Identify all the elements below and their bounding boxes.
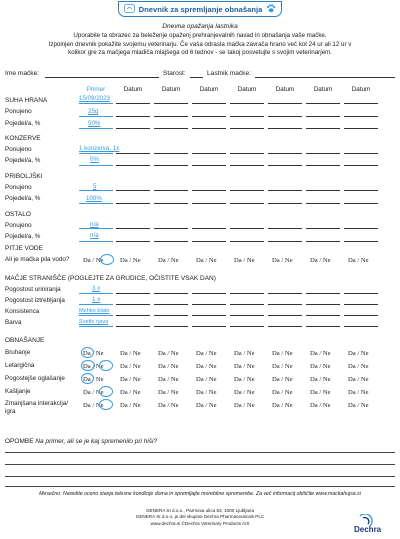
row-urination: Pogostost uriniranja — [5, 286, 61, 293]
answer-line[interactable] — [268, 203, 302, 204]
row-cans-eaten: Pojedel/a, % — [5, 157, 41, 164]
answer-line[interactable] — [306, 326, 340, 327]
answer-line[interactable] — [344, 241, 378, 242]
yes-no-option[interactable]: Da / Ne — [310, 376, 331, 383]
answer-line[interactable] — [154, 241, 188, 242]
yes-no-option[interactable]: Da / Ne — [120, 350, 141, 357]
answer-line[interactable] — [344, 103, 378, 104]
answer-line[interactable] — [268, 103, 302, 104]
owner-info-bar — [5, 70, 395, 80]
answer-line[interactable] — [306, 228, 340, 229]
yes-no-option[interactable]: Da / Ne — [83, 350, 104, 357]
answer-line[interactable] — [79, 190, 113, 191]
title-banner — [118, 1, 282, 17]
answer-line[interactable] — [306, 241, 340, 242]
monthly-note: Mesečno: Naredite oceno stanja telesne kondicije doma in spremljajte morebitne spremembe. Za več informacij obiščite www.mackahujsa.si — [39, 491, 361, 497]
section-dry-food: SUHA HRANA — [5, 97, 48, 104]
answer-line[interactable] — [306, 103, 340, 104]
answer-line[interactable] — [306, 203, 340, 204]
answer-line[interactable] — [154, 293, 188, 294]
row-lethargy: Letargična — [5, 362, 35, 369]
answer-line[interactable] — [306, 153, 340, 154]
section-drinking: PITJE VODE — [5, 245, 43, 252]
answer-line[interactable] — [192, 116, 226, 117]
row-cans-offered: Ponujeno — [5, 146, 32, 153]
yes-no-option[interactable]: Da / Ne — [158, 257, 179, 264]
answer-line[interactable] — [268, 293, 302, 294]
owner-field[interactable] — [255, 70, 395, 78]
answer-line[interactable] — [230, 103, 264, 104]
answer-line[interactable] — [344, 228, 378, 229]
answer-line[interactable] — [192, 315, 226, 316]
answer-line[interactable] — [306, 293, 340, 294]
answer-line[interactable] — [230, 128, 264, 129]
subtitle: Dnevna opažanja lastnika — [162, 23, 238, 30]
example-treats-eaten: 100% — [86, 195, 102, 202]
example-treats-offered: 5 — [93, 183, 97, 190]
answer-line[interactable] — [79, 103, 113, 104]
answer-line[interactable] — [116, 241, 150, 242]
answer-line[interactable] — [306, 116, 340, 117]
answer-line[interactable] — [192, 293, 226, 294]
row-dry-eaten: Pojedel/a, % — [5, 120, 41, 127]
notes-line-4[interactable] — [5, 486, 395, 487]
answer-line[interactable] — [154, 128, 188, 129]
answer-line[interactable] — [344, 153, 378, 154]
answer-line[interactable] — [116, 326, 150, 327]
yes-no-option[interactable]: Da / Ne — [158, 389, 179, 396]
notes-hint: Na primer, ali se je kaj spremenilo pri hiši? — [35, 438, 158, 445]
intro-text: Uporabite ta obrazec za beleženje opaženj prehranjevalnih navad in obnašanja vaše mačke. Izpolnjen dnevnik pokažite svojemu veterinarju. Če vaša odrasla mačka zavrača hrano več kot 24 ur ali 12 ur v kolikor gre za mačjega mladiča mlajšega od 6 tednov - se takoj posvetujte s svojim veterinarjem. — [48, 32, 352, 57]
yes-no-option[interactable]: Da / Ne — [310, 350, 331, 357]
answer-line[interactable] — [344, 190, 378, 191]
example-answer-circle — [99, 360, 113, 371]
company-address: GENERA SI d.o.o., Parmova ulica 53, 1000 Ljubljana GENERA SI d.o.o. je del skupine Dechra Pharmaceuticals PLC www.dechra.si ©Dechra Veterinary Products A/S — [135, 508, 265, 526]
answer-line[interactable] — [192, 326, 226, 327]
answer-line[interactable] — [230, 293, 264, 294]
notes-line-2[interactable] — [5, 464, 395, 465]
yes-no-option[interactable]: Da / Ne — [83, 376, 104, 383]
yes-no-option[interactable]: Da / Ne — [158, 350, 179, 357]
answer-line[interactable] — [230, 304, 264, 305]
answer-line[interactable] — [154, 203, 188, 204]
answer-line[interactable] — [306, 190, 340, 191]
yes-no-option[interactable]: Da / Ne — [83, 389, 104, 396]
example-dry-eaten: 50% — [88, 120, 101, 127]
row-consistency: Konsistenca — [5, 308, 40, 315]
column-date-3: Datum — [199, 86, 219, 93]
answer-line[interactable] — [268, 326, 302, 327]
answer-line[interactable] — [154, 165, 188, 166]
example-answer-circle — [99, 386, 113, 397]
answer-line[interactable] — [192, 165, 226, 166]
answer-line[interactable] — [79, 293, 113, 294]
example-dry-offered: 25g — [88, 108, 99, 115]
yes-no-option[interactable]: Da / Ne — [196, 257, 217, 264]
yes-no-option[interactable]: Da / Ne — [310, 363, 331, 370]
row-treats-offered: Ponujeno — [5, 184, 32, 191]
answer-line[interactable] — [268, 315, 302, 316]
section-litter: MAČJE STRANIŠČE (POGLEJTE ZA GRUDICE, OČISTITE VSAK DAN) — [5, 275, 216, 282]
answer-line[interactable] — [268, 165, 302, 166]
answer-line[interactable] — [230, 153, 264, 154]
answer-line[interactable] — [116, 228, 150, 229]
yes-no-option[interactable]: Da / Ne — [196, 350, 217, 357]
column-date-1: Datum — [123, 86, 143, 93]
answer-line[interactable] — [230, 326, 264, 327]
yes-no-option[interactable]: Da / Ne — [348, 350, 369, 357]
row-coughing: Kašljanje — [5, 388, 31, 395]
column-date-6: Datum — [313, 86, 333, 93]
answer-line[interactable] — [344, 326, 378, 327]
answer-line[interactable] — [116, 153, 150, 154]
answer-line[interactable] — [268, 116, 302, 117]
example-urination: 3 x — [92, 285, 101, 292]
answer-line[interactable] — [344, 293, 378, 294]
example-dry-date: 15/09/2023 — [79, 95, 110, 102]
answer-line[interactable] — [344, 304, 378, 305]
yes-no-option[interactable]: Da / Ne — [272, 389, 293, 396]
answer-line[interactable] — [79, 315, 113, 316]
answer-line[interactable] — [230, 203, 264, 204]
row-dry-offered: Ponujeno — [5, 108, 32, 115]
example-answer-circle — [99, 399, 113, 410]
answer-line[interactable] — [116, 103, 150, 104]
example-defecation: 1 x — [92, 296, 101, 303]
answer-line[interactable] — [230, 190, 264, 191]
answer-line[interactable] — [192, 190, 226, 191]
answer-line[interactable] — [116, 315, 150, 316]
answer-line[interactable] — [268, 228, 302, 229]
age-field[interactable] — [190, 70, 203, 78]
row-color: Barva — [5, 319, 22, 326]
yes-no-option[interactable]: Da / Ne — [83, 402, 104, 409]
row-vocalizing: Pogostejše oglašanje — [5, 375, 65, 382]
answer-line[interactable] — [116, 165, 150, 166]
yes-no-option[interactable]: Da / Ne — [158, 376, 179, 383]
example-answer-circle — [100, 254, 114, 265]
column-date-4: Datum — [237, 86, 257, 93]
answer-line[interactable] — [306, 165, 340, 166]
yes-no-option[interactable]: Da / Ne — [158, 363, 179, 370]
cat-name-label: Ime mačke: — [5, 70, 40, 77]
yes-no-option[interactable]: Da / Ne — [120, 257, 141, 264]
column-date-2: Datum — [161, 86, 181, 93]
answer-line[interactable] — [192, 241, 226, 242]
example-consistency: Mehko blato — [79, 308, 110, 314]
answer-line[interactable] — [154, 315, 188, 316]
yes-no-option[interactable]: Da / Ne — [348, 376, 369, 383]
answer-line[interactable] — [116, 190, 150, 191]
yes-no-option[interactable]: Da / Ne — [234, 376, 255, 383]
section-behavior: OBNAŠANJE — [5, 337, 45, 344]
yes-no-option[interactable]: Da / Ne — [272, 350, 293, 357]
answer-line[interactable] — [79, 326, 113, 327]
answer-line[interactable] — [154, 228, 188, 229]
example-other-offered: n/a — [90, 221, 99, 228]
column-date-5: Datum — [275, 86, 295, 93]
dechra-logo-icon — [354, 514, 392, 536]
answer-line[interactable] — [79, 304, 113, 305]
yes-no-option[interactable]: Da / Ne — [196, 363, 217, 370]
answer-line[interactable] — [192, 128, 226, 129]
answer-line[interactable] — [79, 153, 113, 154]
answer-line[interactable] — [79, 241, 113, 242]
page-title: Dnevnik za spremljanje obnašanja — [138, 4, 263, 14]
cat-name-field[interactable] — [45, 70, 159, 78]
example-answer-circle — [81, 347, 94, 358]
yes-no-option[interactable]: Da / Ne — [234, 257, 255, 264]
answer-line[interactable] — [192, 203, 226, 204]
answer-line[interactable] — [230, 116, 264, 117]
example-answer-circle — [81, 373, 94, 384]
answer-line[interactable] — [268, 128, 302, 129]
yes-no-option[interactable]: Da / Ne — [234, 389, 255, 396]
row-treats-eaten: Pojedel/a, % — [5, 195, 41, 202]
yes-no-option[interactable]: Da / Ne — [196, 402, 217, 409]
answer-line[interactable] — [79, 116, 113, 117]
yes-no-option[interactable]: Da / Ne — [310, 402, 331, 409]
answer-line[interactable] — [230, 165, 264, 166]
answer-line[interactable] — [268, 241, 302, 242]
answer-line[interactable] — [192, 228, 226, 229]
row-defecation: Pogostost iztrebljanja — [5, 297, 65, 304]
answer-line[interactable] — [79, 203, 113, 204]
yes-no-option[interactable]: Da / Ne — [120, 363, 141, 370]
row-drank: Ali je mačka pila vodo? — [5, 256, 70, 263]
answer-line[interactable] — [306, 128, 340, 129]
answer-line[interactable] — [344, 116, 378, 117]
yes-no-option[interactable]: Da / Ne — [120, 402, 141, 409]
yes-no-option[interactable]: Da / Ne — [272, 376, 293, 383]
answer-line[interactable] — [116, 116, 150, 117]
answer-line[interactable] — [192, 153, 226, 154]
section-treats: PRIBOLJŠKI — [5, 173, 43, 180]
yes-no-option[interactable]: Da / Ne — [348, 257, 369, 264]
paw-icon — [266, 4, 276, 15]
column-example: Primer — [86, 86, 106, 93]
answer-line[interactable] — [192, 103, 226, 104]
yes-no-option[interactable]: Da / Ne — [348, 402, 369, 409]
column-date-7: Datum — [351, 86, 371, 93]
brand-name: Dechra — [354, 525, 382, 534]
row-interaction: Zmanjšana interakcija/ igra — [5, 400, 68, 415]
row-vomiting: Bruhanje — [5, 349, 31, 356]
answer-line[interactable] — [344, 315, 378, 316]
yes-no-option[interactable]: Da / Ne — [196, 389, 217, 396]
yes-no-option[interactable]: Da / Ne — [83, 363, 104, 370]
yes-no-option[interactable]: Da / Ne — [158, 402, 179, 409]
answer-line[interactable] — [344, 165, 378, 166]
yes-no-option[interactable]: Da / Ne — [348, 389, 369, 396]
yes-no-option[interactable]: Da / Ne — [120, 389, 141, 396]
answer-line[interactable] — [306, 304, 340, 305]
example-color: Svetlo rjava — [79, 319, 109, 325]
example-other-eaten: n/a — [90, 232, 99, 239]
answer-line[interactable] — [154, 153, 188, 154]
yes-no-option[interactable]: Da / Ne — [196, 376, 217, 383]
owner-label: Lastnik mačke: — [207, 70, 251, 77]
answer-line[interactable] — [154, 326, 188, 327]
yes-no-option[interactable]: Da / Ne — [272, 363, 293, 370]
answer-line[interactable] — [79, 128, 113, 129]
answer-line[interactable] — [306, 315, 340, 316]
answer-line[interactable] — [230, 241, 264, 242]
answer-line[interactable] — [268, 304, 302, 305]
age-label: Starost: — [163, 70, 186, 77]
answer-line[interactable] — [154, 103, 188, 104]
notes-line-3[interactable] — [5, 476, 395, 477]
answer-line[interactable] — [116, 304, 150, 305]
row-other-eaten: Pojedel/a, % — [5, 233, 41, 240]
yes-no-option[interactable]: Da / Ne — [234, 350, 255, 357]
answer-line[interactable] — [268, 190, 302, 191]
example-cans-offered: 1 konzerva, 1x — [79, 145, 120, 152]
yes-no-option[interactable]: Da / Ne — [310, 257, 331, 264]
answer-line[interactable] — [230, 228, 264, 229]
answer-line[interactable] — [154, 304, 188, 305]
yes-no-option[interactable]: Da / Ne — [83, 257, 104, 264]
notes-line-1[interactable] — [5, 452, 395, 453]
answer-line[interactable] — [344, 203, 378, 204]
notes-header — [5, 438, 157, 445]
answer-line[interactable] — [344, 128, 378, 129]
row-other-offered: Ponujeno — [5, 222, 32, 229]
section-other: OSTALO — [5, 211, 31, 218]
answer-line[interactable] — [268, 153, 302, 154]
answer-line[interactable] — [79, 165, 113, 166]
example-cans-eaten: 0% — [90, 156, 99, 163]
answer-line[interactable] — [116, 128, 150, 129]
cat-icon — [124, 4, 135, 15]
answer-line[interactable] — [192, 304, 226, 305]
answer-line[interactable] — [154, 116, 188, 117]
yes-no-option[interactable]: Da / Ne — [348, 363, 369, 370]
answer-line[interactable] — [79, 228, 113, 229]
answer-line[interactable] — [154, 190, 188, 191]
yes-no-option[interactable]: Da / Ne — [120, 376, 141, 383]
yes-no-option[interactable]: Da / Ne — [234, 402, 255, 409]
section-cans: KONZERVE — [5, 135, 41, 142]
answer-line[interactable] — [230, 315, 264, 316]
yes-no-option[interactable]: Da / Ne — [272, 402, 293, 409]
yes-no-option[interactable]: Da / Ne — [272, 257, 293, 264]
yes-no-option[interactable]: Da / Ne — [234, 363, 255, 370]
answer-line[interactable] — [116, 293, 150, 294]
example-answer-circle — [81, 360, 95, 371]
answer-line[interactable] — [116, 203, 150, 204]
notes-label: OPOMBE — [5, 438, 34, 445]
yes-no-option[interactable]: Da / Ne — [310, 389, 331, 396]
